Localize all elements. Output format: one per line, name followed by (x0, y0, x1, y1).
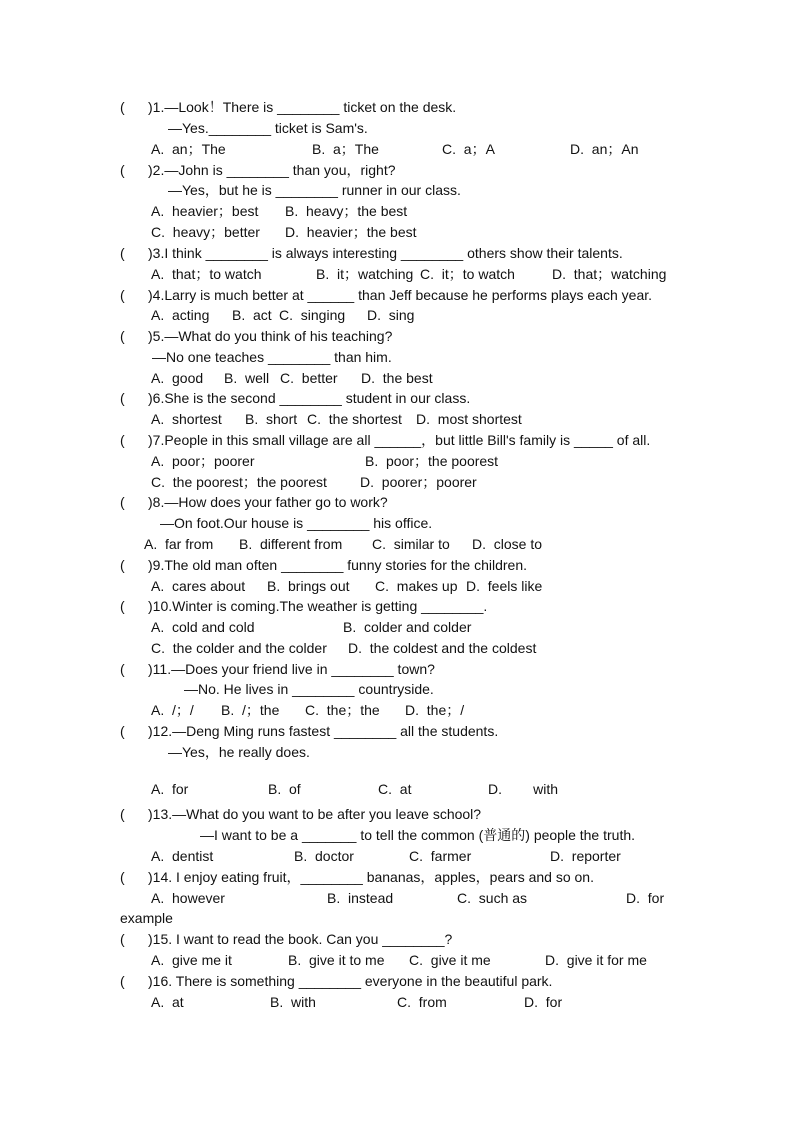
question-9-option-a: A. cares about (151, 578, 246, 594)
question-2-follow: —Yes，but he is ________ runner in our class. (168, 182, 461, 198)
question-10-option-b: B. colder and colder (343, 619, 472, 635)
question-5-stem: ( )5.—What do you think of his teaching? (120, 328, 393, 344)
question-8-option-a: A. far from (144, 536, 214, 552)
question-2-stem: ( )2.—John is ________ than you，right? (120, 162, 396, 178)
question-9-stem: ( )9.The old man often ________ funny stories for the children. (120, 557, 528, 573)
question-11-option-d: D. the；/ (405, 702, 465, 718)
question-10-option-a: A. cold and cold (151, 619, 255, 635)
question-5-option-d: D. the best (361, 370, 433, 386)
question-9-option-b: B. brings out (267, 578, 350, 594)
question-12-option-b: B. of (268, 781, 301, 797)
question-5-follow: —No one teaches ________ than him. (152, 349, 392, 365)
question-15-option-c: C. give it me (409, 952, 491, 968)
question-13-option-a: A. dentist (151, 848, 214, 864)
question-16-stem: ( )16. There is something ________ everyone in the beautiful park. (120, 973, 553, 989)
question-9-option-d: D. feels like (466, 578, 543, 594)
question-6-option-b: B. short (245, 411, 298, 427)
question-14-option-d: D. for (626, 890, 665, 906)
question-10-option-c: C. the colder and the colder (151, 640, 327, 656)
question-3-option-b: B. it；watching (316, 266, 414, 282)
question-1-follow: —Yes.________ ticket is Sam's. (168, 120, 368, 136)
question-13-stem: ( )13.—What do you want to be after you leave school? (120, 806, 482, 822)
question-14-option-d-wrap: example (120, 910, 173, 926)
question-6-stem: ( )6.She is the second ________ student in our class. (120, 390, 471, 406)
question-14-option-a: A. however (151, 890, 225, 906)
question-12-stem: ( )12.—Deng Ming runs fastest ________ all the students. (120, 723, 499, 739)
question-6-option-d: D. most shortest (416, 411, 522, 427)
question-12-follow: —Yes，he really does. (168, 744, 310, 760)
question-7-option-c: C. the poorest；the poorest (151, 474, 327, 490)
question-4-option-a: A. acting (151, 307, 210, 323)
question-1-option-d: D. an；An (570, 141, 639, 157)
question-12-option-a: A. for (151, 781, 189, 797)
question-11-follow: —No. He lives in ________ countryside. (184, 681, 434, 697)
question-14-stem: ( )14. I enjoy eating fruit，________ bananas，apples，pears and so on. (120, 869, 594, 885)
question-1-option-c: C. a；A (442, 141, 495, 157)
question-13-follow: —I want to be a _______ to tell the common (普通的) people the truth. (200, 827, 636, 843)
question-1-option-b: B. a；The (312, 141, 379, 157)
question-12-option-c: C. at (378, 781, 412, 797)
question-4-option-b: B. act (232, 307, 272, 323)
question-16-option-c: C. from (397, 994, 447, 1010)
question-16-option-b: B. with (270, 994, 316, 1010)
question-7-option-a: A. poor；poorer (151, 453, 255, 469)
question-3-option-d: D. that；watching (552, 266, 667, 282)
question-12-option-d: D. with (488, 781, 559, 797)
question-4-option-d: D. sing (367, 307, 415, 323)
question-15-option-a: A. give me it (151, 952, 232, 968)
question-2-option-c: C. heavy；better (151, 224, 260, 240)
question-6-option-a: A. shortest (151, 411, 222, 427)
question-2-option-b: B. heavy；the best (285, 203, 408, 219)
question-13-option-c: C. farmer (409, 848, 472, 864)
question-15-stem: ( )15. I want to read the book. Can you ________? (120, 931, 453, 947)
question-1-option-a: A. an；The (151, 141, 226, 157)
question-13-option-d: D. reporter (550, 848, 621, 864)
question-11-option-a: A. /；/ (151, 702, 194, 718)
question-8-stem: ( )8.—How does your father go to work? (120, 494, 388, 510)
question-11-option-c: C. the；the (305, 702, 380, 718)
question-16-option-a: A. at (151, 994, 184, 1010)
question-10-option-d: D. the coldest and the coldest (348, 640, 537, 656)
question-8-follow: —On foot.Our house is ________ his office. (160, 515, 433, 531)
question-7-option-d: D. poorer；poorer (360, 474, 477, 490)
question-11-stem: ( )11.—Does your friend live in ________ town? (120, 661, 435, 677)
question-3-option-c: C. it；to watch (420, 266, 515, 282)
question-3-stem: ( )3.I think ________ is always interesting ________ others show their talents. (120, 245, 623, 261)
question-8-option-d: D. close to (472, 536, 543, 552)
question-2-option-a: A. heavier；best (151, 203, 259, 219)
question-7-stem: ( )7.People in this small village are all ______，but little Bill's family is _____ of all. (120, 432, 651, 448)
question-3-option-a: A. that；to watch (151, 266, 262, 282)
question-4-option-c: C. singing (279, 307, 346, 323)
question-5-option-a: A. good (151, 370, 204, 386)
question-7-option-b: B. poor；the poorest (365, 453, 499, 469)
question-15-option-d: D. give it for me (545, 952, 647, 968)
question-5-option-b: B. well (224, 370, 270, 386)
question-16-option-d: D. for (524, 994, 563, 1010)
question-2-option-d: D. heavier；the best (285, 224, 417, 240)
question-5-option-c: C. better (280, 370, 338, 386)
question-8-option-c: C. similar to (372, 536, 450, 552)
question-1-stem: ( )1.—Look！There is ________ ticket on the desk. (120, 99, 457, 115)
question-14-option-b: B. instead (327, 890, 394, 906)
question-4-stem: ( )4.Larry is much better at ______ than Jeff because he performs plays each year. (120, 287, 653, 303)
question-8-option-b: B. different from (239, 536, 343, 552)
question-10-stem: ( )10.Winter is coming.The weather is getting ________. (120, 598, 488, 614)
question-6-option-c: C. the shortest (307, 411, 402, 427)
question-15-option-b: B. give it to me (288, 952, 385, 968)
question-11-option-b: B. /；the (221, 702, 280, 718)
question-13-option-b: B. doctor (294, 848, 354, 864)
question-9-option-c: C. makes up (375, 578, 458, 594)
question-14-option-c: C. such as (457, 890, 528, 906)
